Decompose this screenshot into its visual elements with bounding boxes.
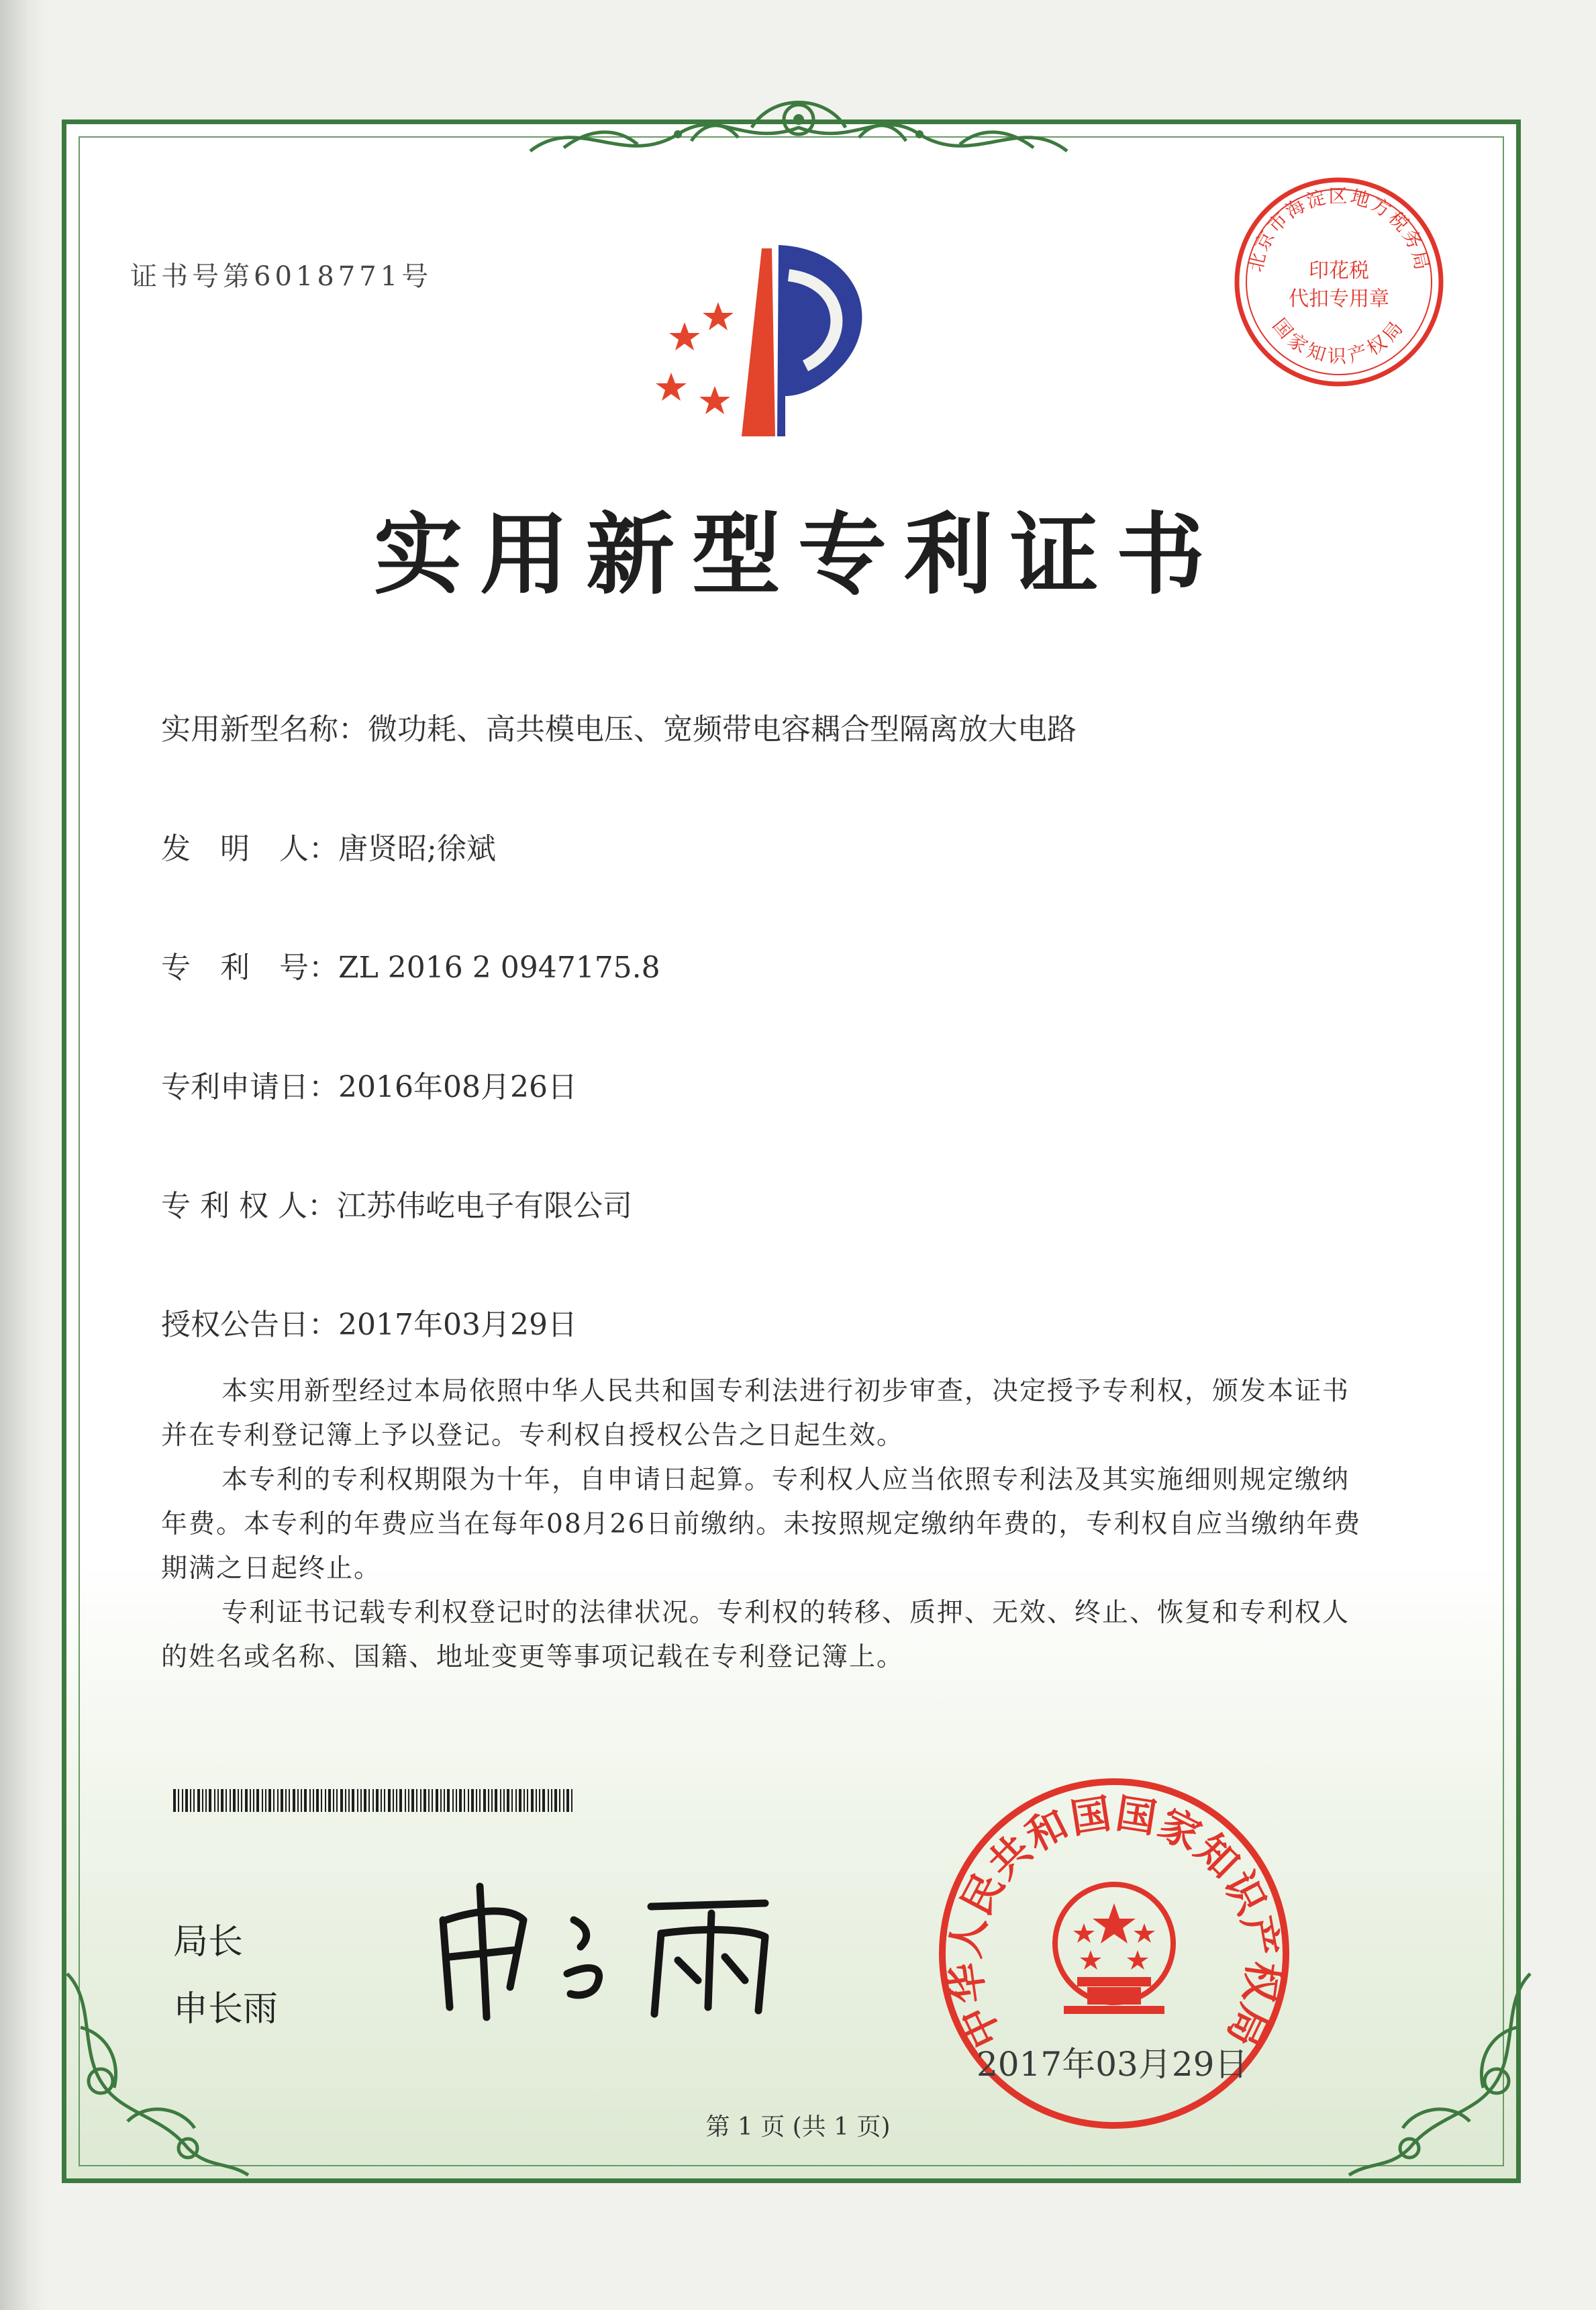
field-value: 唐贤昭;徐斌 <box>338 832 496 866</box>
paragraph-term-fees: 本专利的专利权期限为十年，自申请日起算。专利权人应当依照专利法及其实施细则规定缴纳年费。本专利的年费应当在每年08月26日前缴纳。未按照规定缴纳年费的，专利权自应当缴纳年费期满之日起终止。 <box>161 1465 1362 1584</box>
field-value: 2016年08月26日 <box>338 1070 577 1104</box>
director-title: 局长 <box>173 1922 244 1962</box>
field-value: 2017年03月29日 <box>338 1308 577 1342</box>
paragraph-grant-statement: 本实用新型经过本局依照中华人民共和国专利法进行初步审查，决定授予专利权，颁发本证书并在专利登记簿上予以登记。专利权自授权公告之日起生效。 <box>161 1376 1350 1451</box>
director-name: 申长雨 <box>173 1989 279 2029</box>
tax-seal-bottom-text: 国家知识产权局 <box>1268 314 1410 368</box>
tax-seal-inner-line-1: 印花税 <box>1309 259 1369 283</box>
tax-stamp-seal-icon <box>1228 171 1450 393</box>
patent-office-emblem-icon <box>644 235 899 450</box>
field-application-date <box>161 1063 577 1106</box>
field-label: 授权公告日： <box>161 1308 338 1342</box>
field-patent-number <box>161 943 660 986</box>
barcode-icon <box>173 1789 576 1812</box>
field-value: 微功耗、高共模电压、宽频带电容耦合型隔离放大电路 <box>368 712 1077 747</box>
official-seal-arc-text: 中华人民共和国国家知识产权局 <box>942 1790 1287 2056</box>
field-label: 发 明 人： <box>161 832 338 866</box>
tax-seal-arc-text: 北京市海淀区地方税务局 <box>1244 185 1434 274</box>
field-label: 专 利 号： <box>161 951 338 985</box>
field-design-name <box>161 705 1077 748</box>
field-value: 江苏伟屹电子有限公司 <box>336 1189 632 1223</box>
svg-text:国家知识产权局 <box>1268 314 1410 367</box>
field-grant-date <box>161 1300 577 1343</box>
seal-date: 2017年03月29日 <box>977 2045 1248 2084</box>
top-ornament-icon <box>523 87 1074 175</box>
certificate-title: 实用新型专利证书 <box>374 503 1222 607</box>
field-label: 专利申请日： <box>161 1070 338 1104</box>
certificate-number: 证书号第6018771号 <box>130 261 433 292</box>
field-patentee <box>161 1182 632 1224</box>
tax-seal-inner-line-2: 代扣专用章 <box>1289 287 1389 311</box>
binding-shadow <box>0 0 47 2310</box>
page-number-footer: 第 1 页 (共 1 页) <box>705 2113 891 2141</box>
field-value: ZL 2016 2 0947175.8 <box>338 951 660 985</box>
paragraph-legal-status: 专利证书记载专利权登记时的法律状况。专利权的转移、质押、无效、终止、恢复和专利权人的姓名或名称、国籍、地址变更等事项记载在专利登记簿上。 <box>161 1598 1350 1672</box>
handwritten-signature-icon <box>430 1873 805 2027</box>
field-label: 专 利 权 人： <box>161 1189 337 1223</box>
field-label: 实用新型名称： <box>161 712 368 747</box>
field-inventor <box>161 824 496 867</box>
bottom-right-ornament-icon <box>1342 1947 1544 2188</box>
